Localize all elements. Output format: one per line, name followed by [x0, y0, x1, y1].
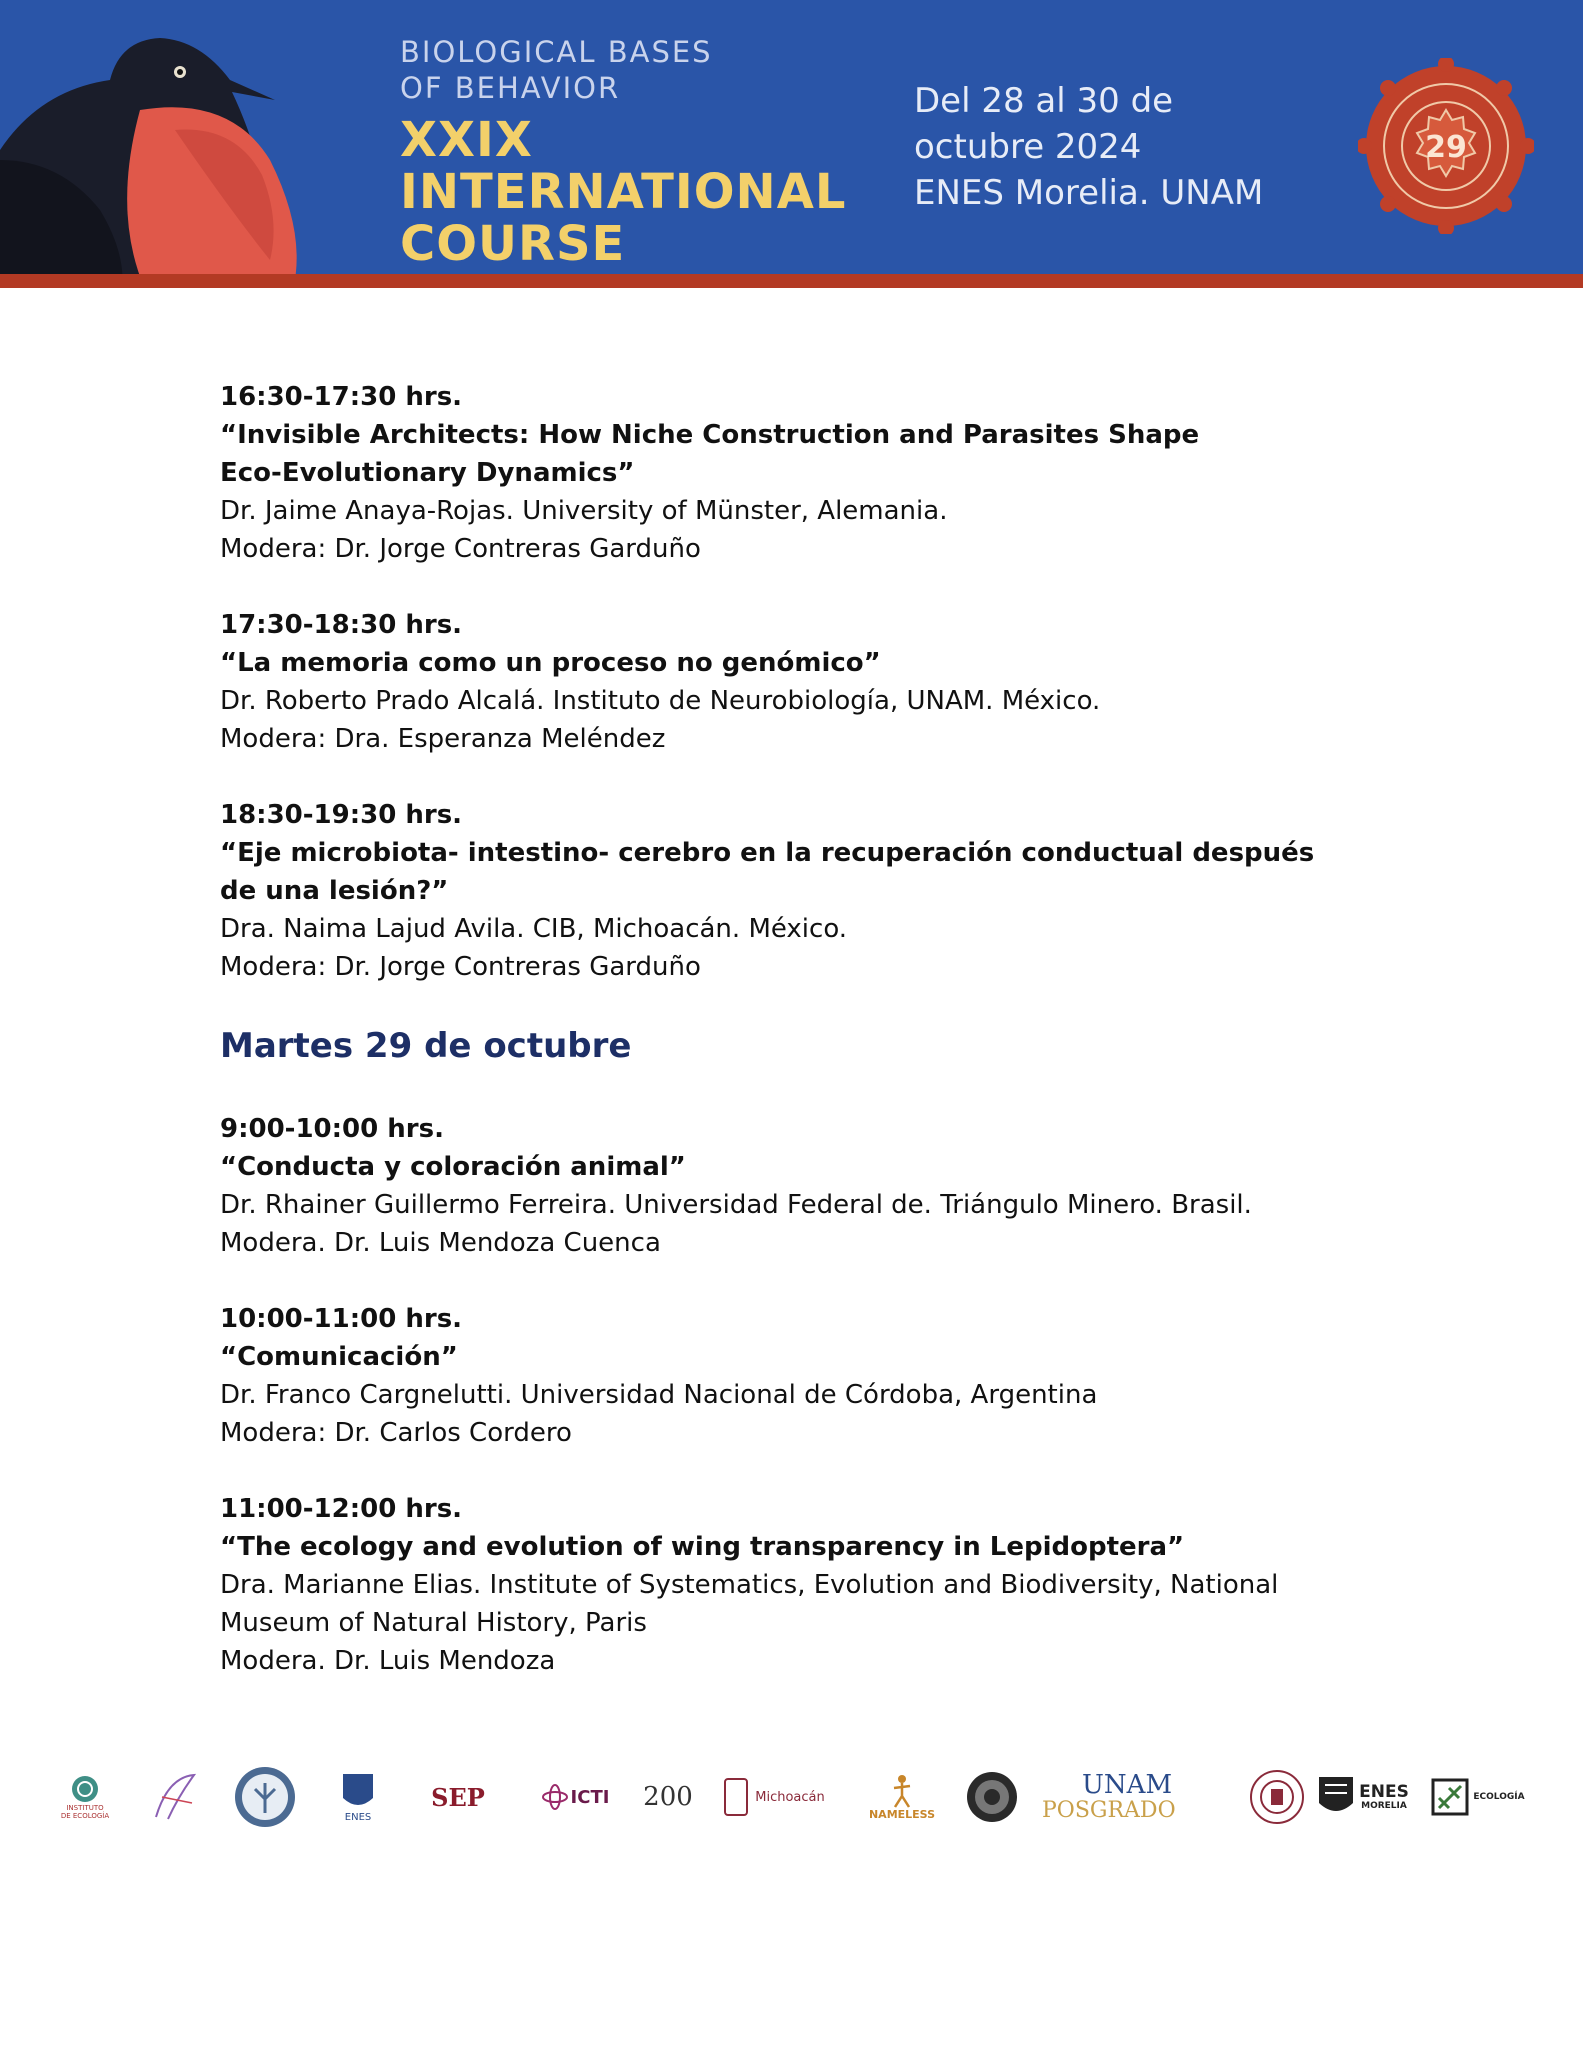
session-moderator: Modera. Dr. Luis Mendoza	[220, 1646, 556, 1676]
session-talk-title: “Eje microbiota- intestino- cerebro en la recuperación conductual después de una lesión?”	[220, 838, 1315, 906]
subtitle-line-2: OF BEHAVIOR	[400, 71, 621, 105]
session-talk-title: “Conducta y coloración animal”	[220, 1152, 686, 1182]
sponsor-logos	[50, 1762, 1530, 1832]
session-time: 10:00-11:00 hrs.	[220, 1304, 463, 1334]
session-speaker: Dra. Marianne Elias. Institute of Systematics, Evolution and Biodiversity, National Museum of Natural History, Paris	[220, 1570, 1279, 1638]
tree-seal-icon	[233, 1765, 297, 1829]
course-seal-logo	[1358, 58, 1534, 234]
session-moderator: Modera: Dr. Carlos Cordero	[220, 1418, 572, 1448]
michoacan-emblem-icon	[723, 1777, 749, 1817]
session-speaker: Dr. Roberto Prado Alcalá. Instituto de Neurobiología, UNAM. México.	[220, 686, 1101, 716]
frigatebird-image	[0, 0, 360, 288]
enes-juriquilla-logo	[333, 1762, 383, 1832]
header-banner	[0, 0, 1583, 288]
icti-logo	[530, 1762, 620, 1832]
session-block	[220, 606, 1380, 758]
session-talk-title: “La memoria como un proceso no genómico”	[220, 648, 881, 678]
michoacan-200-text: 200	[643, 1782, 693, 1812]
atom-icon	[541, 1783, 569, 1811]
unam-posgrado-logo	[1042, 1762, 1222, 1832]
dates-line-3: ENES Morelia. UNAM	[914, 173, 1264, 213]
program-schedule	[220, 378, 1380, 1718]
session-time: 16:30-17:30 hrs.	[220, 382, 463, 412]
session-block	[220, 1110, 1380, 1262]
session-talk-title: “The ecology and evolution of wing transparency in Lepidoptera”	[220, 1532, 1185, 1562]
ecologia-emblem-icon	[70, 1774, 100, 1804]
enes-morelia-wordmark	[1359, 1783, 1409, 1811]
course-dates	[914, 78, 1263, 216]
ecologia-text: ECOLOGÍA	[1473, 1792, 1525, 1802]
session-speaker: Dr. Jaime Anaya-Rojas. University of Münster, Alemania.	[220, 496, 948, 526]
michoacan-logo-text: Michoacán	[755, 1789, 825, 1805]
day-heading: Martes 29 de octubre	[220, 1026, 632, 1066]
title-line-3: COURSE	[400, 216, 626, 272]
posgrado-text: POSGRADO	[1042, 1798, 1176, 1823]
title-line-1: XXIX	[400, 112, 533, 168]
session-talk-title: “Comunicación”	[220, 1342, 458, 1372]
session-moderator: Modera: Dr. Jorge Contreras Garduño	[220, 534, 701, 564]
unam-crest-icon	[1317, 1775, 1355, 1819]
session-block	[220, 1490, 1380, 1680]
banner-stripe	[0, 274, 1583, 288]
tree-seal-logo	[230, 1762, 300, 1832]
enes-morelia-text-2: MORELIA	[1361, 1801, 1407, 1811]
session-time: 17:30-18:30 hrs.	[220, 610, 463, 640]
sep-logo	[418, 1762, 498, 1832]
seal-number: 29	[1425, 130, 1467, 165]
ecologia-logo-text-2: DE ECOLOGÍA	[60, 1812, 110, 1820]
university-seal-icon	[965, 1769, 1019, 1825]
dates-line-2: octubre 2024	[914, 127, 1142, 167]
session-time: 18:30-19:30 hrs.	[220, 800, 463, 830]
nameless-logo	[862, 1762, 942, 1832]
course-title	[400, 114, 846, 270]
ecologia-logo-text-1: INSTITUTO	[66, 1804, 104, 1812]
dates-line-1: Del 28 al 30 de	[914, 81, 1174, 121]
session-speaker: Dr. Franco Cargnelutti. Universidad Nacional de Córdoba, Argentina	[220, 1380, 1098, 1410]
session-block	[220, 378, 1380, 568]
icti-logo-text: ICTI	[570, 1786, 610, 1808]
course-subtitle	[400, 34, 713, 106]
nameless-logo-text: NAMELESS	[868, 1807, 936, 1821]
title-line-2: INTERNATIONAL	[400, 164, 847, 220]
instituto-ecologia-logo	[50, 1762, 120, 1832]
session-talk-title: “Invisible Architects: How Niche Construction and Parasites Shape Eco-Evolutionary Dynamics”	[220, 420, 1200, 488]
unam-shield-icon	[341, 1772, 375, 1812]
michoacan-logo	[714, 1762, 834, 1832]
subtitle-line-1: BIOLOGICAL BASES	[400, 35, 713, 69]
session-speaker: Dra. Naima Lajud Avila. CIB, Michoacán. México.	[220, 914, 848, 944]
ecologia-logo	[1426, 1762, 1530, 1832]
session-block	[220, 1300, 1380, 1452]
unam-text: UNAM	[1082, 1770, 1173, 1800]
session-time: 9:00-10:00 hrs.	[220, 1114, 444, 1144]
sep-logo-text: SEP	[431, 1782, 485, 1812]
session-speaker: Dr. Rhainer Guillermo Ferreira. Universidad Federal de. Triángulo Minero. Brasil.	[220, 1190, 1252, 1220]
enes-juriquilla-text: ENES	[344, 1811, 372, 1823]
script-emblem-icon	[148, 1767, 202, 1827]
script-logo	[145, 1762, 205, 1832]
enes-morelia-text-1: ENES	[1359, 1782, 1409, 1802]
university-seal-logo	[962, 1762, 1022, 1832]
dancer-icon	[890, 1774, 914, 1808]
session-block	[220, 796, 1380, 986]
session-moderator: Modera. Dr. Luis Mendoza Cuenca	[220, 1228, 661, 1258]
session-time: 11:00-12:00 hrs.	[220, 1494, 463, 1524]
session-moderator: Modera: Dr. Jorge Contreras Garduño	[220, 952, 701, 982]
enes-morelia-logo	[1308, 1762, 1418, 1832]
circular-seal-logo	[1247, 1762, 1307, 1832]
circular-seal-icon	[1249, 1769, 1305, 1825]
session-moderator: Modera: Dra. Esperanza Meléndez	[220, 724, 666, 754]
leaf-box-icon	[1431, 1778, 1469, 1816]
michoacan-200-logo	[638, 1762, 698, 1832]
